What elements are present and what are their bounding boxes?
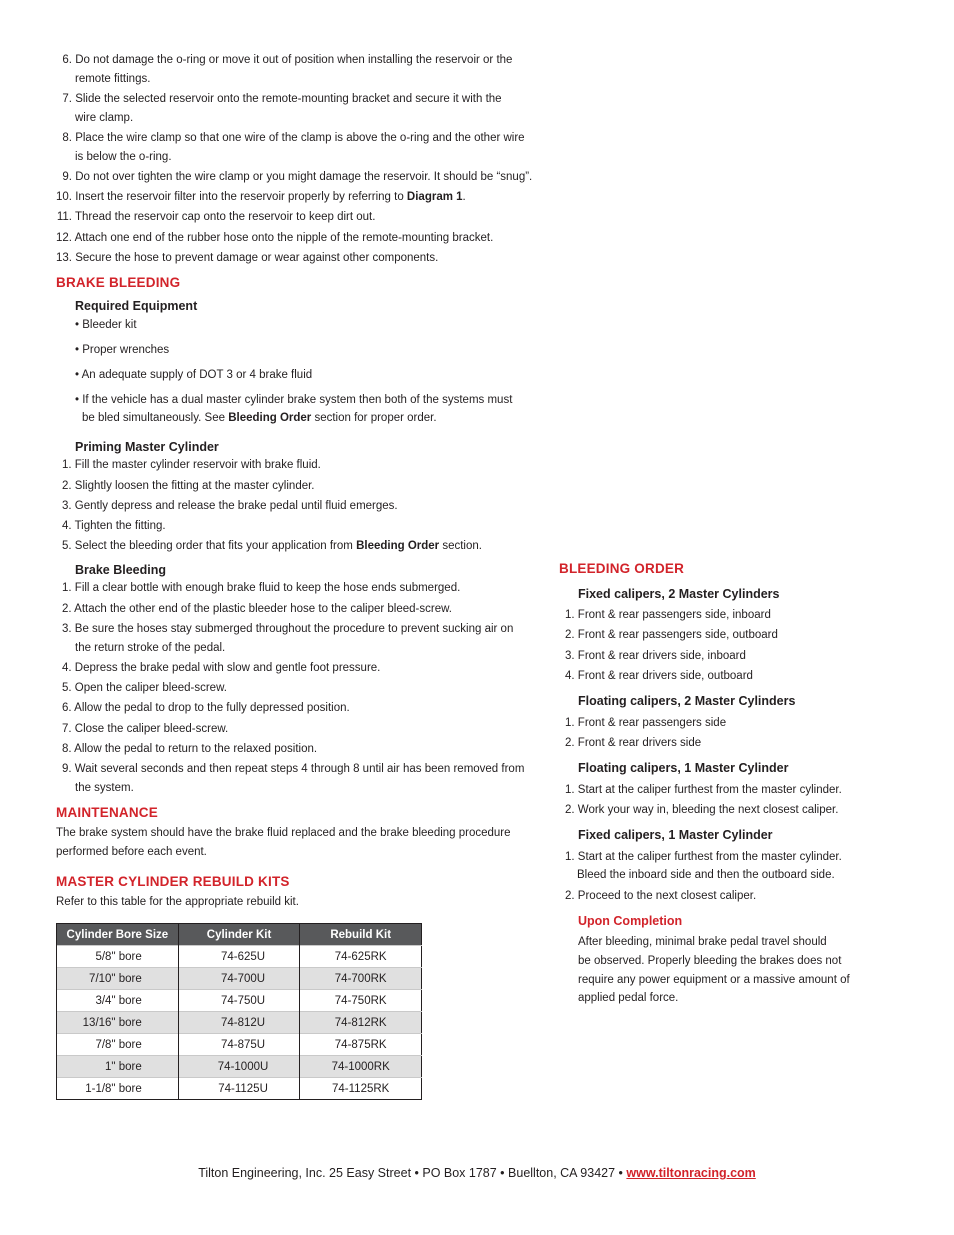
list-item: 8. Place the wire clamp so that one wire of the clamp is above the o-ring and the other wire: [62, 132, 525, 144]
table-cell: 1-1/8" bore: [57, 1078, 179, 1100]
list-item: 2. Attach the other end of the plastic bleeder hose to the caliper bleed-screw.: [62, 603, 452, 615]
footer-address: Tilton Engineering, Inc. 25 Easy Street • PO Box 1787 • Buellton, CA 93427 •: [198, 1166, 627, 1180]
table-cell: 74-625U: [178, 946, 300, 968]
list-item-continuation: Bleed the inboard side and then the outboard side.: [577, 869, 835, 881]
list-item: 9. Do not over tighten the wire clamp or you might damage the reservoir. It should be “snug”.: [62, 171, 533, 183]
list-item: 1. Front & rear passengers side: [565, 717, 727, 729]
list-item: 10. Insert the reservoir filter into the reservoir properly by referring to Diagram 1.: [56, 191, 466, 203]
list-item: 2. Slightly loosen the fitting at the master cylinder.: [62, 480, 315, 492]
table-cell: 74-1125RK: [300, 1078, 422, 1100]
list-item: 6. Allow the pedal to drop to the fully depressed position.: [62, 702, 350, 714]
table-cell: 74-750RK: [300, 990, 422, 1012]
list-item: 4. Depress the brake pedal with slow and gentle foot pressure.: [62, 662, 381, 674]
table-row: [57, 1056, 422, 1078]
table-cell: 74-700RK: [300, 968, 422, 990]
footer-website-link[interactable]: www.tiltonracing.com: [626, 1166, 756, 1180]
list-item: 12. Attach one end of the rubber hose onto the nipple of the remote-mounting bracket.: [56, 232, 494, 244]
table-cell: 74-750U: [178, 990, 300, 1012]
table-cell: 74-700U: [178, 968, 300, 990]
paragraph-line: be observed. Properly bleeding the brakes does not: [578, 955, 842, 967]
section-heading-brake-bleeding: BRAKE BLEEDING: [56, 275, 181, 290]
list-item: 2. Front & rear drivers side: [565, 737, 702, 749]
list-item: 1. Front & rear passengers side, inboard: [565, 609, 771, 621]
column-header: Cylinder Kit: [178, 924, 300, 946]
list-item: 7. Close the caliper bleed-screw.: [62, 723, 229, 735]
table-row: [57, 1034, 422, 1056]
column-header: Rebuild Kit: [300, 924, 422, 946]
list-item: 1. Start at the caliper furthest from the master cylinder.: [565, 851, 842, 863]
subheading-order-group: Floating calipers, 2 Master Cylinders: [578, 694, 796, 708]
subheading-required-equipment: Required Equipment: [75, 299, 198, 313]
table-cell: 74-1000U: [178, 1056, 300, 1078]
table-row: [57, 1012, 422, 1034]
table-cell: 74-625RK: [300, 946, 422, 968]
section-heading-bleeding-order: BLEEDING ORDER: [559, 561, 685, 576]
list-item: 4. Front & rear drivers side, outboard: [565, 670, 753, 682]
subheading-upon-completion: Upon Completion: [578, 914, 683, 928]
subheading-brake-bleeding: Brake Bleeding: [75, 563, 167, 577]
table-cell: 74-812RK: [300, 1012, 422, 1034]
table-header-row: [57, 924, 422, 946]
list-item: • Bleeder kit: [75, 319, 137, 331]
table-cell: 74-1125U: [178, 1078, 300, 1100]
list-item: 1. Fill a clear bottle with enough brake fluid to keep the hose ends submerged.: [62, 582, 461, 594]
section-heading-rebuild-kits: MASTER CYLINDER REBUILD KITS: [56, 874, 290, 889]
table-cell: 3/4" bore: [57, 990, 179, 1012]
list-item: • An adequate supply of DOT 3 or 4 brake fluid: [75, 369, 313, 381]
subheading-order-group: Floating calipers, 1 Master Cylinder: [578, 761, 789, 775]
table-cell: 74-812U: [178, 1012, 300, 1034]
table-cell: 74-1000RK: [300, 1056, 422, 1078]
table-cell: 13/16" bore: [57, 1012, 179, 1034]
list-item-continuation: remote fittings.: [75, 73, 151, 85]
list-item: 4. Tighten the fitting.: [62, 520, 166, 532]
list-item: 6. Do not damage the o-ring or move it out of position when installing the reservoir or the: [62, 54, 513, 66]
list-item: 11. Thread the reservoir cap onto the reservoir to keep dirt out.: [56, 211, 376, 223]
table-row: [57, 946, 422, 968]
list-item: 5. Select the bleeding order that fits your application from Bleeding Order section.: [62, 540, 482, 552]
list-item-continuation: be bled simultaneously. See Bleeding Order section for proper order.: [82, 412, 437, 424]
list-item: 8. Allow the pedal to return to the relaxed position.: [62, 743, 318, 755]
list-item-continuation: is below the o-ring.: [75, 151, 172, 163]
list-item: 13. Secure the hose to prevent damage or wear against other components.: [56, 252, 439, 264]
rebuild-kits-table: [56, 923, 422, 1100]
paragraph-line: require any power equipment or a massive amount of: [578, 974, 850, 986]
list-item: 2. Work your way in, bleeding the next closest caliper.: [565, 804, 839, 816]
list-item: 3. Be sure the hoses stay submerged throughout the procedure to prevent sucking air on: [62, 623, 514, 635]
table-row: [57, 990, 422, 1012]
table-cell: 1" bore: [57, 1056, 179, 1078]
page-footer: [0, 1166, 954, 1180]
paragraph-line: The brake system should have the brake fluid replaced and the brake bleeding procedure: [56, 827, 511, 839]
table-cell: 7/10" bore: [57, 968, 179, 990]
table-cell: 7/8" bore: [57, 1034, 179, 1056]
table-row: [57, 1078, 422, 1100]
column-header: Cylinder Bore Size: [57, 924, 179, 946]
table-intro: Refer to this table for the appropriate rebuild kit.: [56, 896, 299, 908]
section-heading-maintenance: MAINTENANCE: [56, 805, 158, 820]
subheading-order-group: Fixed calipers, 1 Master Cylinder: [578, 828, 773, 842]
list-item: 9. Wait several seconds and then repeat steps 4 through 8 until air has been removed from: [62, 763, 525, 775]
paragraph-line: performed before each event.: [56, 846, 207, 858]
list-item-continuation: the system.: [75, 782, 134, 794]
table-cell: 74-875U: [178, 1034, 300, 1056]
list-item-continuation: wire clamp.: [75, 112, 134, 124]
subheading-order-group: Fixed calipers, 2 Master Cylinders: [578, 587, 780, 601]
table-cell: 5/8" bore: [57, 946, 179, 968]
paragraph-line: After bleeding, minimal brake pedal travel should: [578, 936, 827, 948]
paragraph-line: applied pedal force.: [578, 992, 679, 1004]
table-row: [57, 968, 422, 990]
list-item: 5. Open the caliper bleed-screw.: [62, 682, 227, 694]
table-cell: 74-875RK: [300, 1034, 422, 1056]
list-item-continuation: the return stroke of the pedal.: [75, 642, 226, 654]
list-item: 7. Slide the selected reservoir onto the remote-mounting bracket and secure it with the: [62, 93, 502, 105]
subheading-priming-master-cylinder: Priming Master Cylinder: [75, 440, 219, 454]
list-item: 3. Gently depress and release the brake pedal until fluid emerges.: [62, 500, 398, 512]
list-item: 2. Proceed to the next closest caliper.: [565, 890, 757, 902]
list-item: 2. Front & rear passengers side, outboard: [565, 629, 778, 641]
list-item: 3. Front & rear drivers side, inboard: [565, 650, 746, 662]
list-item: 1. Fill the master cylinder reservoir with brake fluid.: [62, 459, 321, 471]
list-item: 1. Start at the caliper furthest from the master cylinder.: [565, 784, 842, 796]
list-item: • Proper wrenches: [75, 344, 170, 356]
list-item: • If the vehicle has a dual master cylinder brake system then both of the systems must: [75, 394, 513, 406]
